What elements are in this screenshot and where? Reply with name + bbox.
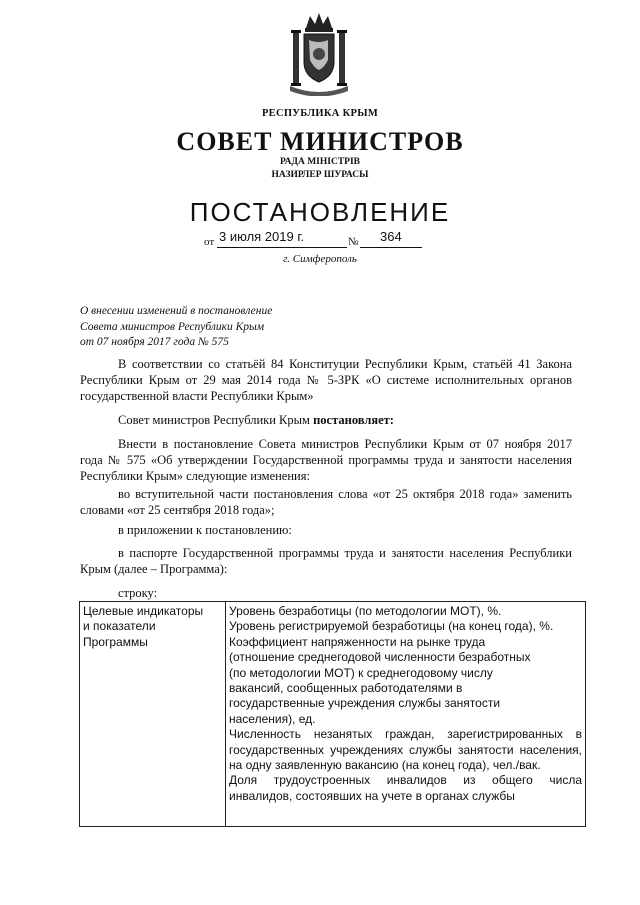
decree-subject [80,304,272,351]
paragraph-resolves [80,412,572,428]
resolves-keyword: постановляет: [313,413,394,427]
indicator-item: населения), ед. [229,711,316,726]
coat-of-arms-emblem [284,10,354,96]
paragraph-line-label: строку: [118,586,158,600]
indicator-item: Уровень безработицы (по методологии МОТ), %. [229,604,502,618]
indicator-item: Уровень регистрируемой безработицы (на конец года), %. [229,619,554,634]
republic-name: РЕСПУБЛИКА КРЫМ [261,108,379,119]
label-line: Целевые индикаторы [83,604,204,618]
subject-line: О внесении изменений в постановление [80,305,273,317]
table-row [80,602,586,827]
number-label: № [348,236,359,248]
table-values-cell [226,602,586,827]
decree-date: 3 июля 2019 г. [219,229,305,244]
date-underline [217,247,347,248]
paragraph-legal-basis: В соответствии со статьёй 84 Конституции Республики Крым, статьёй 41 Закона Республики Крым от 29 мая 2014 года № 5-ЗРК «О системе исполнительных органов государственной власти Республики Крым» [80,357,572,403]
resolves-text: Совет министров Республики Крым [118,413,314,427]
indicator-list [229,604,582,824]
paragraph-appendix: в приложении к постановлению: [118,523,292,537]
decree-number: 364 [380,229,402,244]
paragraph-preamble-change: во вступительной части постановления слова «от 25 октября 2018 года» заменить словами «от 25 сентября 2018 года»; [80,487,572,517]
indicator-item: вакансий, сообщенных работодателями в [229,681,463,696]
indicator-item: государственные учреждения службы занятости [229,696,501,711]
city: г. Симферополь [283,253,357,265]
paragraph-passport: в паспорте Государственной программы труда и занятости населения Республики Крым (далее – Программа): [80,546,572,576]
subject-line: от 07 ноября 2017 года № 575 [80,336,229,349]
number-underline [360,247,422,248]
indicator-item: (по методологии МОТ) к среднегодовому числу [229,665,493,680]
indicator-item: Доля трудоустроенных инвалидов из общего числа инвалидов, состоявших на учете в органах службы [229,773,582,803]
table-label-cell [80,602,226,827]
council-name-crimean-tatar: НАЗИРЛЕР ШУРАСЫ [271,170,369,180]
subject-line: Совета министров Республики Крым [80,320,265,333]
paragraph-amendments-intro: Внести в постановление Совета министров Республики Крым от 07 ноября 2017 года № 575 «Об утверждении Государственной программы труда и занятости населения Республики Крым» следующие изменения: [80,437,572,483]
document-type-title: ПОСТАНОВЛЕНИЕ [189,197,451,227]
label-line: Программы [83,634,148,649]
date-prefix: от [204,236,215,248]
indicator-item: Коэффициент напряженности на рынке труда [229,634,486,649]
indicator-item: Численность незанятых граждан, зарегистрированных в государственных учреждениях службы занятости населения, на одну заявленную вакансию (на конец года), чел./вак. [229,727,582,773]
indicators-table [79,601,586,827]
label-line: и показатели [83,619,156,634]
indicator-item: (отношение среднегодовой численности безработных [229,650,531,665]
council-name-ukrainian: РАДА МІНІСТРІВ [279,157,360,167]
council-name: СОВЕТ МИНИСТРОВ [176,127,464,156]
